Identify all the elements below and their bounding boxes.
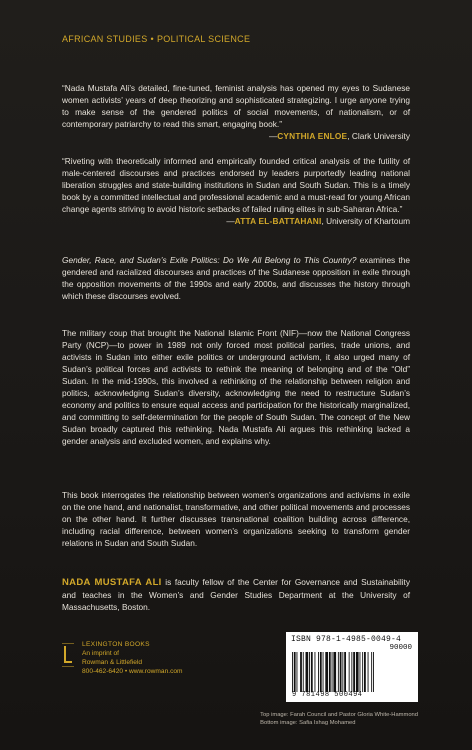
attribution-affiliation: , Clark University [347, 131, 410, 141]
barcode-bars [292, 652, 412, 692]
isbn-barcode [286, 632, 418, 702]
image-credits [260, 711, 418, 727]
category-political-science: POLITICAL SCIENCE [156, 34, 251, 44]
category-african-studies: AFRICAN STUDIES [62, 34, 148, 44]
price-code: 90000 [389, 644, 412, 652]
credit-top-image: Top image: Farah Council and Pastor Gloria White-Hammond [260, 712, 418, 718]
blurb-quote: “Riveting with theoretically informed and empirically founded critical analysis of the futility of male-centered discourses and practices endorsed by leaders purportedly leading national liberation struggles and state-building institutions in Sudan and South Sudan. This is a timely book by a committed intellectual and professional academic and a must-read for young African change agents striving to avoid historic setbacks of failed ruling elites in sub-Saharan Africa.” [62, 156, 410, 214]
author-bio [62, 576, 410, 613]
blurb-quote: “Nada Mustafa Ali’s detailed, fine-tuned, feminist analysis has opened my eyes to Sudanese women activists’ years of deep theorizing and sophisticated strategizing. I urge anyone trying to make sense of the gendered politics of social movements, of nationalism, or of contemporary patriarchy to read this smart, engaging book.” [62, 83, 410, 129]
category-separator: • [150, 34, 154, 44]
attribution-dash: — [268, 131, 278, 141]
intro-text: examines the gendered and racialized discourses and practices of the Sudanese opposition in exile through the opposition movements of the 1990s and early 2000s, and discusses the history through which these discourses evolved. [62, 255, 410, 301]
publisher-contact: 800-462-6420 • www.rowman.com [82, 668, 183, 675]
publisher-info [82, 640, 183, 676]
attribution-dash: — [226, 216, 235, 226]
publisher-imprint-line: An imprint of [82, 650, 120, 657]
publisher-name: LEXINGTON BOOKS [82, 641, 150, 648]
barcode-digits: 9 781498 500494 [292, 691, 363, 699]
author-bio-text: is faculty fellow of the Center for Governance and Sustainability and teaches in the Women’s and Gender Studies Department at the University of Massachusetts, Boston. [62, 577, 411, 612]
attribution-affiliation: , University of Khartoum [321, 216, 410, 226]
description-paragraph-3: This book interrogates the relationship between women’s organizations and activisms in exile on the one hand, and nationalist, transformative, and other political movements and processes on the other hand. It further discusses transnational coalition building across difference, including racial difference, between women’s organizations seeking to transform gender relations in Sudan and South Sudan. [62, 490, 410, 548]
publisher-parent: Rowman & Littlefield [82, 659, 143, 666]
attribution-name: CYNTHIA ENLOE [277, 131, 348, 141]
category-header [62, 34, 250, 44]
blurb-attribution [62, 215, 410, 227]
isbn-label: ISBN 978-1-4985-0049-4 [291, 635, 402, 644]
description-paragraph-2: The military coup that brought the National Islamic Front (NIF)—now the National Congress Party (NCP)—to power in 1989 not only forced most political parties, trade unions, and activists in Sudan into either exile politics or underground activism, it also urged many of Sudan’s political forces and activists to rethink the meaning of belonging and of the “Old” Sudan. In the mid-1990s, this involved a rethinking of the relationship between religion and politics, acknowledging Sudan’s diversity, acknowledging the need to restructure Sudan’s economy and politics to ensure equal access and participation for the historically marginalized, and committing to self-determination for the people of South Sudan. The concept of the New Sudan broadly captured this rethinking. Nada Mustafa Ali argues this rethinking lacked a gender analysis and excluded women, and explains why. [62, 328, 410, 446]
lexington-logo-icon [62, 643, 74, 667]
blurb-enloe [62, 82, 410, 142]
credit-bottom-image: Bottom image: Safia Ishag Mohamed [260, 720, 356, 726]
description-intro [62, 254, 410, 302]
author-name: NADA MUSTAFA ALI [62, 577, 162, 588]
blurb-attribution [62, 130, 410, 142]
blurb-el-battahani [62, 155, 410, 227]
book-title: Gender, Race, and Sudan’s Exile Politics: Do We All Belong to This Country? [62, 255, 357, 265]
attribution-name: ATTA EL-BATTAHANI [234, 216, 322, 226]
